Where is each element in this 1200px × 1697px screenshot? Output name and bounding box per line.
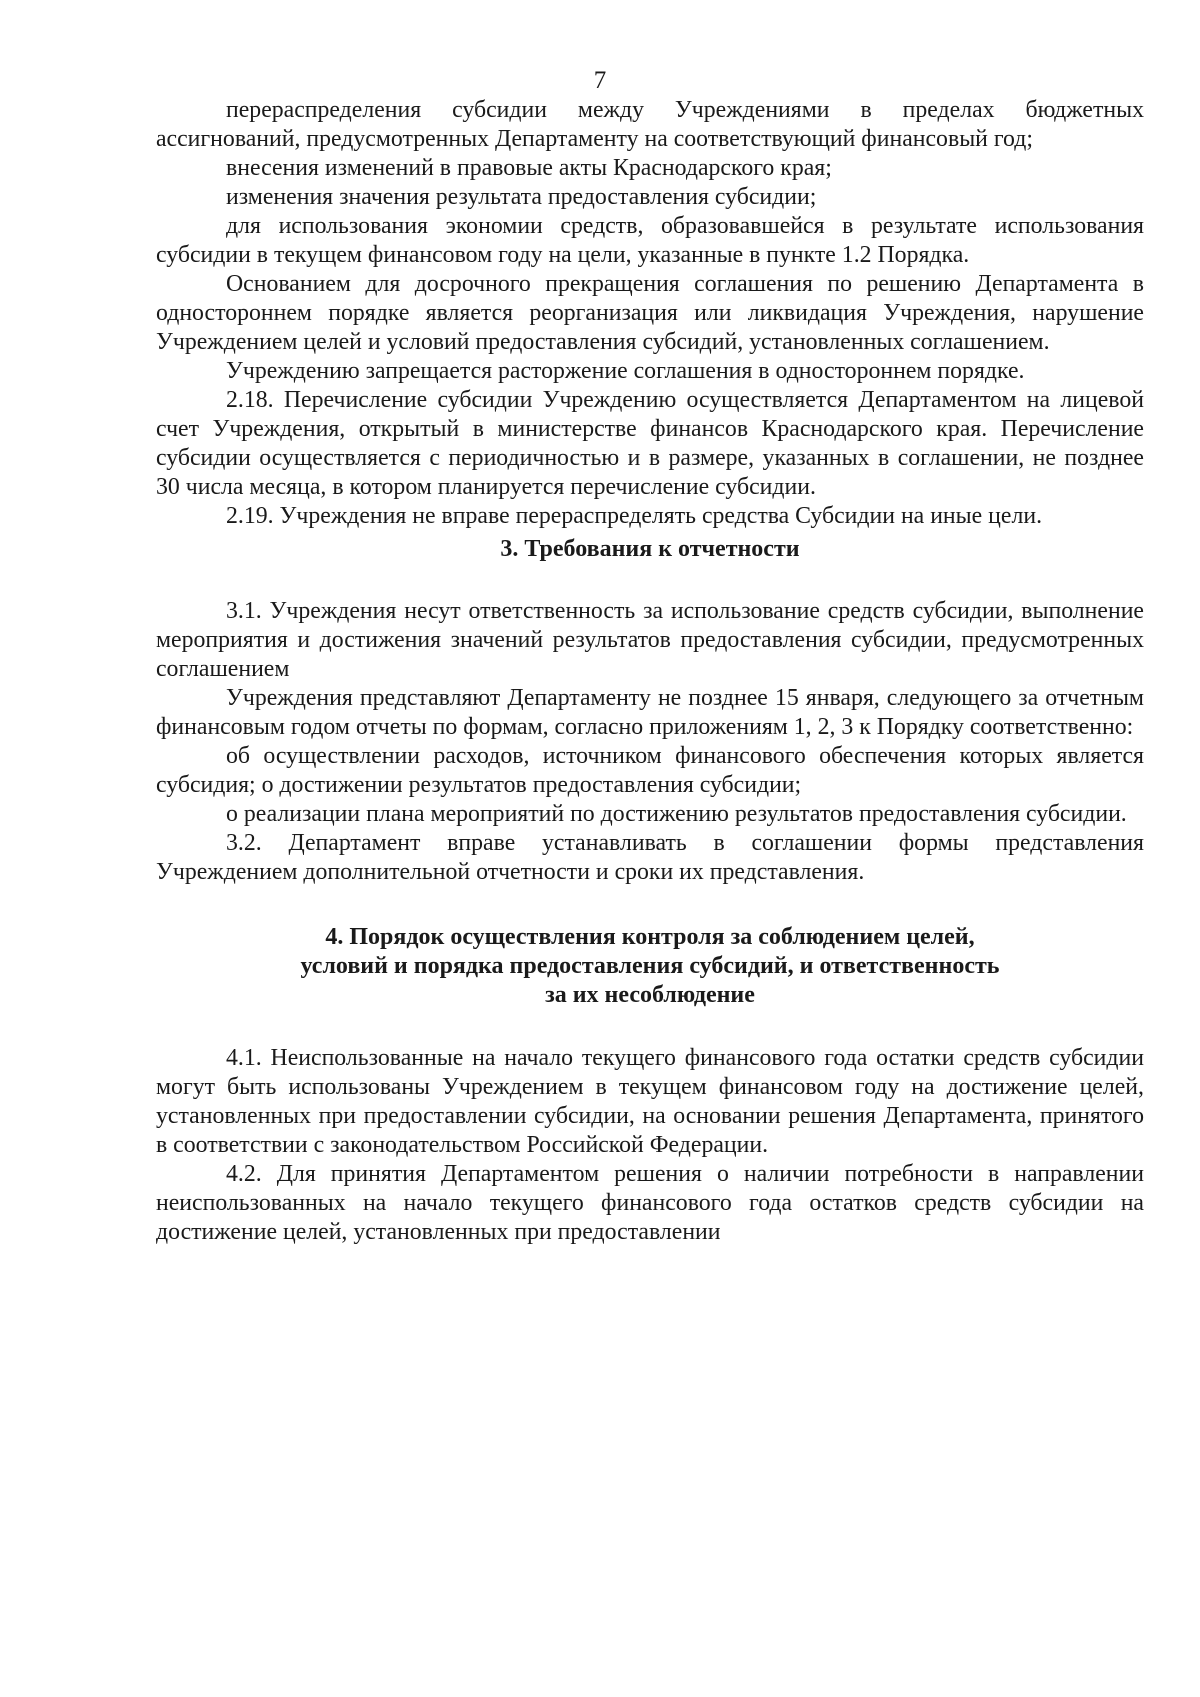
page-number: 7 [593, 67, 607, 94]
paragraph: 4.1. Неиспользованные на начало текущего финансового года остатки средств субсидии могут быть использованы Учреждением в текущем финансовом году на достижение целей, установленных при предоставлении субсидии, на основании решения Департамента, принятого в соответствии с законодательством Российской Федерации. [156, 1045, 1144, 1158]
document-body [156, 96, 1144, 1247]
paragraph: Учреждению запрещается расторжение соглашения в одностороннем порядке. [226, 358, 1025, 384]
section-4-heading-line: 4. Порядок осуществления контроля за соблюдением целей, [325, 924, 975, 950]
paragraph: изменения значения результата предоставления субсидии; [226, 184, 817, 210]
paragraph: 3.1. Учреждения несут ответственность за использование средств субсидии, выполнение мероприятия и достижения значений результатов предоставления субсидии, предусмотренных соглашением [156, 598, 1144, 682]
section-3-heading: 3. Требования к отчетности [500, 536, 800, 562]
paragraph: для использования экономии средств, образовавшейся в результате использования субсидии в текущем финансовом году на цели, указанные в пункте 1.2 Порядка. [156, 213, 1144, 268]
paragraph: перераспределения субсидии между Учреждениями в пределах бюджетных ассигнований, предусмотренных Департаменту на соответствующий финансовый год; [156, 97, 1144, 152]
paragraph: об осуществлении расходов, источником финансового обеспечения которых является субсидия; о достижении результатов предоставления субсидии; [156, 743, 1144, 798]
paragraph: Учреждения представляют Департаменту не позднее 15 января, следующего за отчетным финансовым годом отчеты по формам, согласно приложениям 1, 2, 3 к Порядку соответственно: [156, 685, 1144, 740]
paragraph: 2.19. Учреждения не вправе перераспределять средства Субсидии на иные цели. [226, 503, 1043, 529]
paragraph: внесения изменений в правовые акты Краснодарского края; [226, 155, 832, 181]
section-4-heading [156, 923, 1144, 1010]
paragraph: 2.18. Перечисление субсидии Учреждению осуществляется Департаментом на лицевой счет Учреждения, открытый в министерстве финансов Краснодарского края. Перечисление субсидии осуществляется с периодичностью и в размере, указанных в соглашении, не позднее 30 числа месяца, в котором планируется перечисление субсидии. [156, 387, 1144, 500]
paragraph: 4.2. Для принятия Департаментом решения о наличии потребности в направлении неиспользованных на начало текущего финансового года остатков средств субсидии на достижение целей, установленных при предоставлении [156, 1161, 1144, 1245]
section-4-heading-line: условий и порядка предоставления субсидий, и ответственность [300, 953, 1000, 979]
paragraph: Основанием для досрочного прекращения соглашения по решению Департамента в одностороннем порядке является реорганизация или ликвидация Учреждения, нарушение Учреждением целей и условий предоставления субсидий, установленных соглашением. [156, 271, 1144, 355]
paragraph: 3.2. Департамент вправе устанавливать в соглашении формы представления Учреждением дополнительной отчетности и сроки их представления. [156, 830, 1144, 885]
section-4-heading-line: за их несоблюдение [545, 982, 755, 1008]
paragraph: о реализации плана мероприятий по достижению результатов предоставления субсидии. [226, 801, 1127, 827]
